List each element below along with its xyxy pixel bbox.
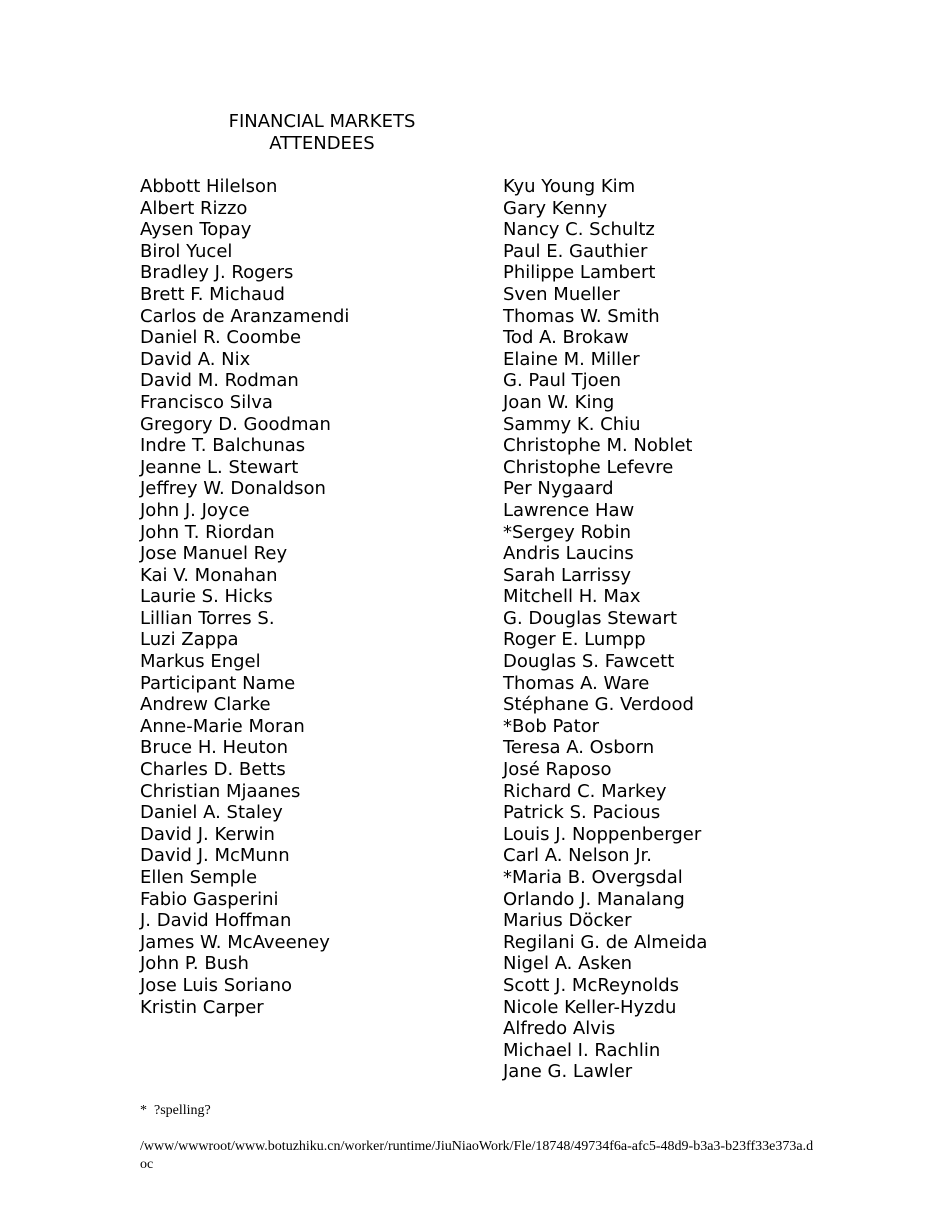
attendee-name: David J. McMunn [140, 845, 290, 867]
attendee-list-right [503, 176, 707, 1083]
attendee-name: Sarah Larrissy [503, 564, 631, 586]
attendee-name: Per Nygaard [503, 478, 614, 500]
attendee-name: G. Douglas Stewart [503, 607, 677, 629]
attendee-name: Philippe Lambert [503, 262, 656, 284]
attendee-name: Carl A. Nelson Jr. [503, 845, 653, 867]
attendee-name: Roger E. Lumpp [503, 629, 646, 651]
attendee-name: Thomas A. Ware [503, 672, 650, 694]
attendee-name: Christophe Lefevre [503, 456, 674, 478]
attendee-name: Gregory D. Goodman [140, 413, 331, 435]
attendee-name: Brett F. Michaud [140, 283, 285, 305]
attendee-name: Marius Döcker [503, 910, 632, 932]
attendee-name: Douglas S. Fawcett [503, 651, 675, 673]
attendee-name: Tod A. Brokaw [503, 327, 629, 349]
attendee-name: *Maria B. Overgsdal [503, 867, 683, 888]
attendee-name: Jane G. Lawler [503, 1061, 633, 1083]
attendee-name: Teresa A. Osborn [503, 737, 655, 759]
attendee-name: *Sergey Robin [503, 521, 632, 543]
attendee-name: Joan W. King [503, 391, 615, 413]
attendee-name: James W. McAveeney [140, 931, 330, 953]
attendee-name: Elaine M. Miller [503, 348, 640, 370]
title-line-1: FINANCIAL MARKETS [228, 111, 416, 132]
attendee-name: Lillian Torres S. [140, 607, 275, 629]
attendee-name: Albert Rizzo [140, 197, 248, 219]
attendee-name: *Bob Pator [503, 715, 600, 737]
attendee-name: Jose Manuel Rey [140, 543, 288, 565]
attendee-name: John T. Riordan [140, 521, 275, 543]
attendee-name: Alfredo Alvis [503, 1018, 616, 1040]
title-line-2: ATTENDEES [269, 133, 375, 154]
attendee-name: Laurie S. Hicks [140, 586, 273, 608]
attendee-name: Sammy K. Chiu [503, 413, 641, 435]
attendee-name: Andrew Clarke [140, 694, 271, 716]
attendee-name: Birol Yucel [140, 240, 233, 262]
attendee-name: David M. Rodman [140, 370, 299, 392]
attendee-name: Mitchell H. Max [503, 586, 641, 608]
footnote: * ?spelling? [140, 1103, 211, 1118]
attendee-name: Luzi Zappa [140, 629, 239, 651]
page-title [200, 111, 444, 155]
attendee-name: Thomas W. Smith [503, 305, 660, 327]
attendee-name: Participant Name [140, 672, 296, 694]
attendee-name: David A. Nix [140, 348, 251, 370]
attendee-name: Paul E. Gauthier [503, 240, 648, 262]
attendee-name: José Raposo [503, 759, 612, 781]
attendee-name: J. David Hoffman [140, 910, 292, 932]
attendee-name: Gary Kenny [503, 197, 608, 219]
attendee-name: Richard C. Markey [503, 780, 667, 802]
attendee-name: Nancy C. Schultz [503, 219, 655, 241]
attendee-name: Andris Laucins [503, 543, 634, 565]
attendee-name: John J. Joyce [140, 499, 250, 521]
attendee-name: Abbott Hilelson [140, 176, 278, 197]
file-path: /www/wwwroot/www.botuzhiku.cn/worker/runtime/JiuNiaoWork/Fle/18748/49734f6a-afc5-48d9-b3a3-b23ff33e373a.doc [140, 1139, 814, 1172]
attendee-name: Ellen Semple [140, 867, 258, 888]
attendee-name: G. Paul Tjoen [503, 370, 622, 392]
attendee-name: Nicole Keller-Hyzdu [503, 996, 677, 1018]
attendee-name: Anne-Marie Moran [140, 715, 305, 737]
attendee-name: Christophe M. Noblet [503, 435, 693, 457]
attendee-name: Jose Luis Soriano [140, 974, 293, 996]
attendee-name: Kyu Young Kim [503, 176, 636, 197]
attendee-name: Kristin Carper [140, 996, 264, 1018]
attendee-name: Bruce H. Heuton [140, 737, 289, 759]
attendee-name: Aysen Topay [140, 219, 252, 241]
attendee-name: David J. Kerwin [140, 823, 275, 845]
attendee-name: Charles D. Betts [140, 759, 286, 781]
attendee-name: Daniel A. Staley [140, 802, 283, 824]
attendee-name: Sven Mueller [503, 283, 620, 305]
attendee-name: Nigel A. Asken [503, 953, 633, 975]
attendee-name: Orlando J. Manalang [503, 888, 685, 910]
attendee-name: Fabio Gasperini [140, 888, 279, 910]
attendee-name: Carlos de Aranzamendi [140, 305, 350, 327]
attendee-name: Markus Engel [140, 651, 261, 673]
attendee-name: Lawrence Haw [503, 499, 635, 521]
attendee-name: Francisco Silva [140, 391, 273, 413]
attendee-name: Scott J. McReynolds [503, 974, 680, 996]
attendee-name: Bradley J. Rogers [140, 262, 294, 284]
attendee-name: Louis J. Noppenberger [503, 823, 702, 845]
attendee-name: Daniel R. Coombe [140, 327, 302, 349]
attendee-name: Regilani G. de Almeida [503, 931, 708, 953]
attendee-name: Indre T. Balchunas [140, 435, 306, 457]
attendee-name: Kai V. Monahan [140, 564, 278, 586]
attendee-name: Christian Mjaanes [140, 780, 301, 802]
attendee-name: John P. Bush [140, 953, 249, 975]
attendee-name: Patrick S. Pacious [503, 802, 661, 824]
attendee-name: Jeffrey W. Donaldson [140, 478, 326, 500]
attendee-list-left [140, 176, 349, 1018]
attendee-name: Stéphane G. Verdood [503, 694, 694, 716]
attendee-name: Michael I. Rachlin [503, 1039, 661, 1061]
attendee-name: Jeanne L. Stewart [140, 456, 299, 478]
